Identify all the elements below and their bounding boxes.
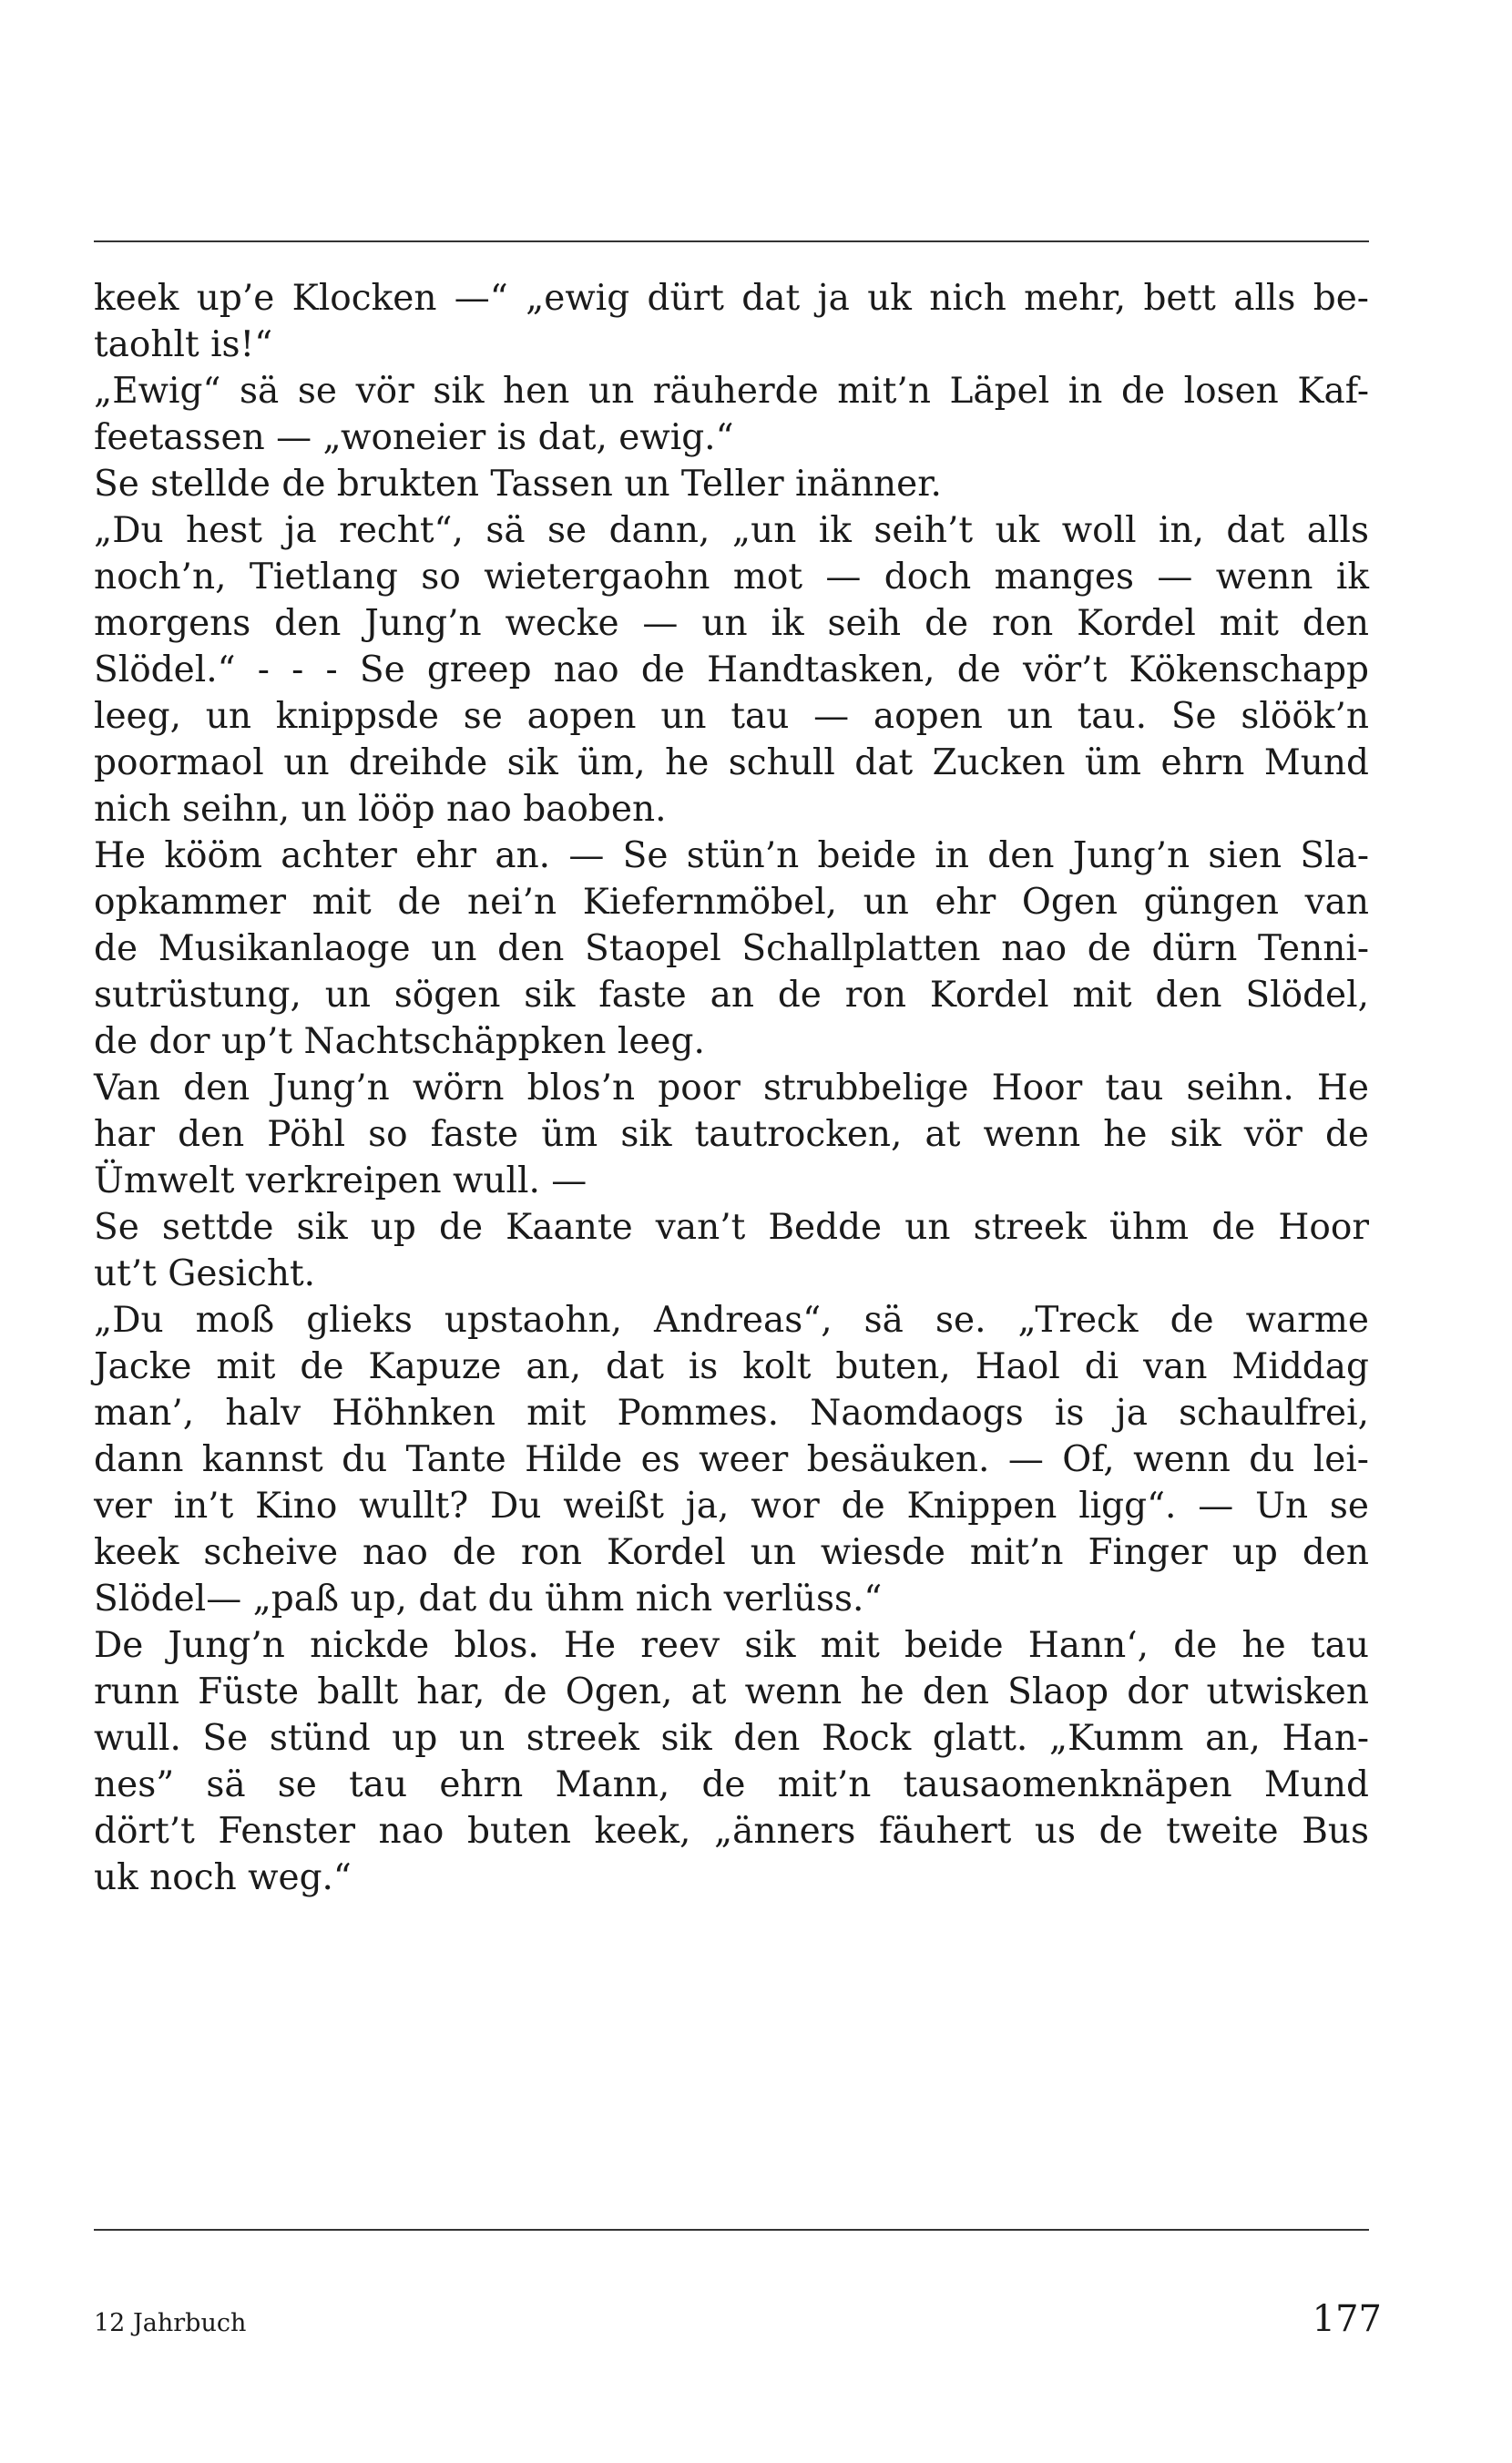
text-line: har den Pöhl so faste üm sik tautrocken, at wenn he sik vör de bbox=[94, 1114, 1369, 1155]
text-line: Van den Jung’n wörn blos’n poor strubbelige Hoor tau seihn. He bbox=[94, 1068, 1369, 1109]
text-line: Jacke mit de Kapuze an, dat is kolt buten, Haol di van Middag bbox=[94, 1346, 1369, 1387]
text-line: Se stellde de brukten Tassen un Teller inänner. bbox=[94, 464, 942, 505]
header-rule bbox=[94, 240, 1369, 242]
text-line: keek scheive nao de ron Kordel un wiesde mit’n Finger up den bbox=[94, 1532, 1369, 1573]
text-line: Slödel— „paß up, dat du ühm nich verlüss.“ bbox=[94, 1579, 883, 1620]
text-line: „Du hest ja recht“, sä se dann, „un ik seih’t uk woll in, dat alls bbox=[94, 510, 1369, 551]
text-line: „Ewig“ sä se vör sik hen un räuherde mit’n Läpel in de losen Kaf- bbox=[94, 371, 1369, 412]
text-line: sutrüstung, un sögen sik faste an de ron Kordel mit den Slödel, bbox=[94, 975, 1369, 1016]
text-line: man’, halv Höhnken mit Pommes. Naomdaogs is ja schaulfrei, bbox=[94, 1393, 1369, 1434]
text-line: dört’t Fenster nao buten keek, „änners fäuhert us de tweite Bus bbox=[94, 1811, 1369, 1852]
text-line: noch’n, Tietlang so wietergaohn mot — doch manges — wenn ik bbox=[94, 557, 1369, 598]
text-line: poormaol un dreihde sik üm, he schull dat Zucken üm ehrn Mund bbox=[94, 742, 1369, 783]
text-line: morgens den Jung’n wecke — un ik seih de ron Kordel mit den bbox=[94, 603, 1369, 644]
text-line: He kööm achter ehr an. — Se stün’n beide in den Jung’n sien Sla- bbox=[94, 835, 1369, 876]
text-line: runn Füste ballt har, de Ogen, at wenn he den Slaop dor utwisken bbox=[94, 1671, 1369, 1712]
text-line: De Jung’n nickde blos. He reev sik mit beide Hann‘, de he tau bbox=[94, 1625, 1369, 1666]
footer-rule bbox=[94, 2229, 1369, 2231]
text-line: taohlt is!“ bbox=[94, 324, 273, 365]
text-line: leeg, un knippsde se aopen un tau — aopen un tau. Se slöök’n bbox=[94, 696, 1369, 737]
body-text bbox=[94, 275, 1369, 1901]
text-line: „Du moß glieks upstaohn, Andreas“, sä se. „Treck de warme bbox=[94, 1300, 1369, 1341]
footer-book-title: 12 Jahrbuch bbox=[94, 2309, 247, 2337]
text-line: opkammer mit de nei’n Kiefernmöbel, un ehr Ogen güngen van bbox=[94, 882, 1369, 923]
text-line: Slödel.“ - - - Se greep nao de Handtasken, de vör’t Kökenschapp bbox=[94, 649, 1369, 690]
text-line: de Musikanlaoge un den Staopel Schallplatten nao de dürn Tenni- bbox=[94, 928, 1369, 969]
text-line: wull. Se stünd up un streek sik den Rock glatt. „Kumm an, Han- bbox=[94, 1718, 1369, 1759]
page-number: 177 bbox=[1312, 2298, 1382, 2340]
text-line: feetassen — „woneier is dat, ewig.“ bbox=[94, 417, 734, 458]
text-line: ver in’t Kino wullt? Du weißt ja, wor de Knippen ligg“. — Un se bbox=[94, 1486, 1369, 1527]
text-line: dann kannst du Tante Hilde es weer besäuken. — Of, wenn du lei- bbox=[94, 1439, 1369, 1480]
text-line: nes” sä se tau ehrn Mann, de mit’n tausaomenknäpen Mund bbox=[94, 1764, 1369, 1805]
text-line: nich seihn, un lööp nao baoben. bbox=[94, 789, 667, 830]
text-line: uk noch weg.“ bbox=[94, 1857, 352, 1898]
text-line: ut’t Gesicht. bbox=[94, 1253, 316, 1294]
text-line: Se settde sik up de Kaante van’t Bedde un streek ühm de Hoor bbox=[94, 1207, 1369, 1248]
text-line: Ümwelt verkreipen wull. — bbox=[94, 1160, 587, 1201]
text-line: de dor up’t Nachtschäppken leeg. bbox=[94, 1021, 705, 1062]
text-line: keek up’e Klocken —“ „ewig dürt dat ja uk nich mehr, bett alls be- bbox=[94, 278, 1369, 319]
